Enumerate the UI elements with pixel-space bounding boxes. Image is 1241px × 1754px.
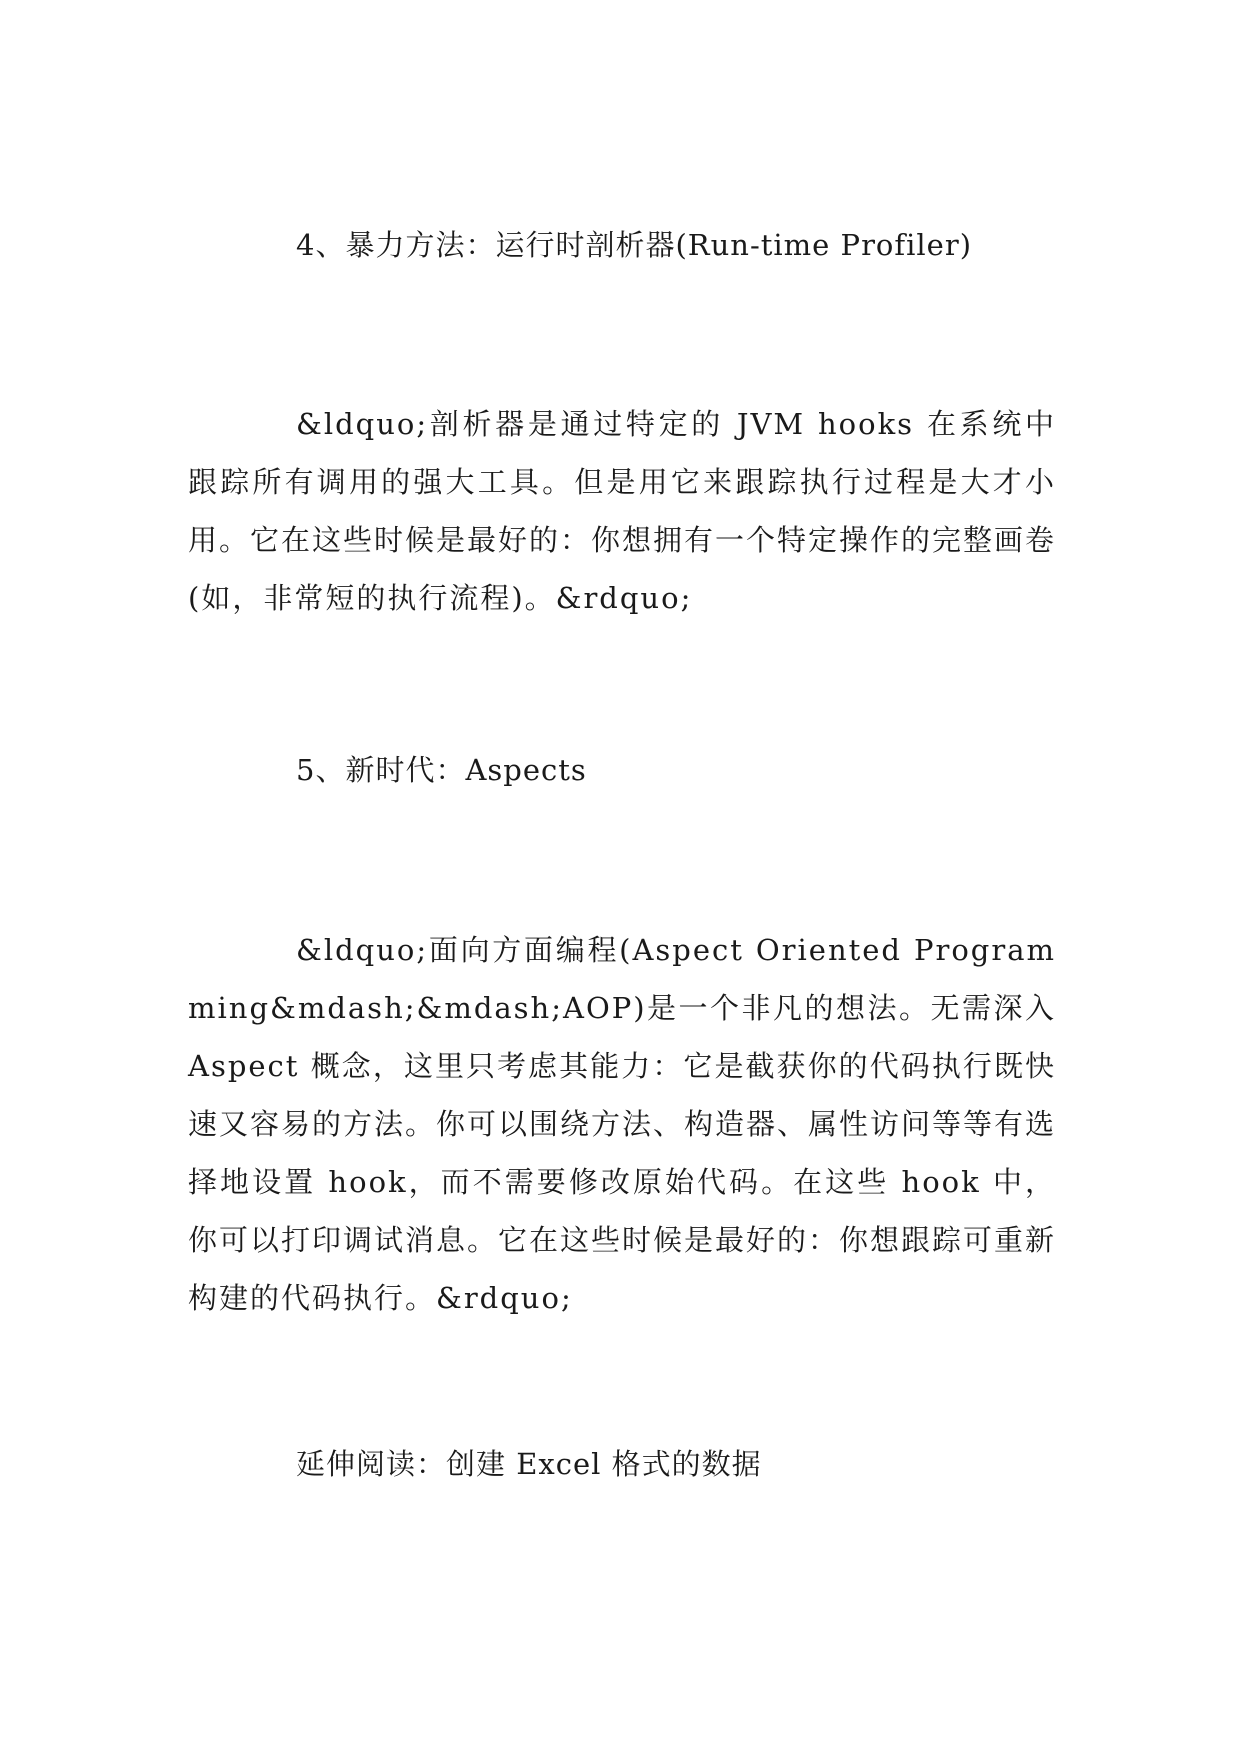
section-4-heading: 4、暴力方法：运行时剖析器(Run-time Profiler) [296,228,973,262]
section-5-paragraph: &ldquo;面向方面编程(Aspect Oriented Programming&mdash;&mdash;AOP)是一个非凡的想法。无需深入 Aspect 概念，这里只考虑其能力：它是截获你的代码执行既快速又容易的方法。你可以围绕方法、构造器、属性访问等等有选择地设置 hook，而不需要修改原始代码。在这些 hook 中，你可以打印调试消息。它在这些时候是最好的：你想跟踪可重新构建的代码执行。&rdquo; [188,933,1057,1315]
section-4-paragraph: &ldquo;剖析器是通过特定的 JVM hooks 在系统中跟踪所有调用的强大工具。但是用它来跟踪执行过程是大才小用。它在这些时候是最好的：你想拥有一个特定操作的完整画卷(如，非常短的执行流程)。&rdquo; [188,407,1057,615]
section-5-heading: 5、新时代：Aspects [296,753,587,787]
extended-reading-heading: 延伸阅读：创建 Excel 格式的数据 [296,1447,762,1481]
